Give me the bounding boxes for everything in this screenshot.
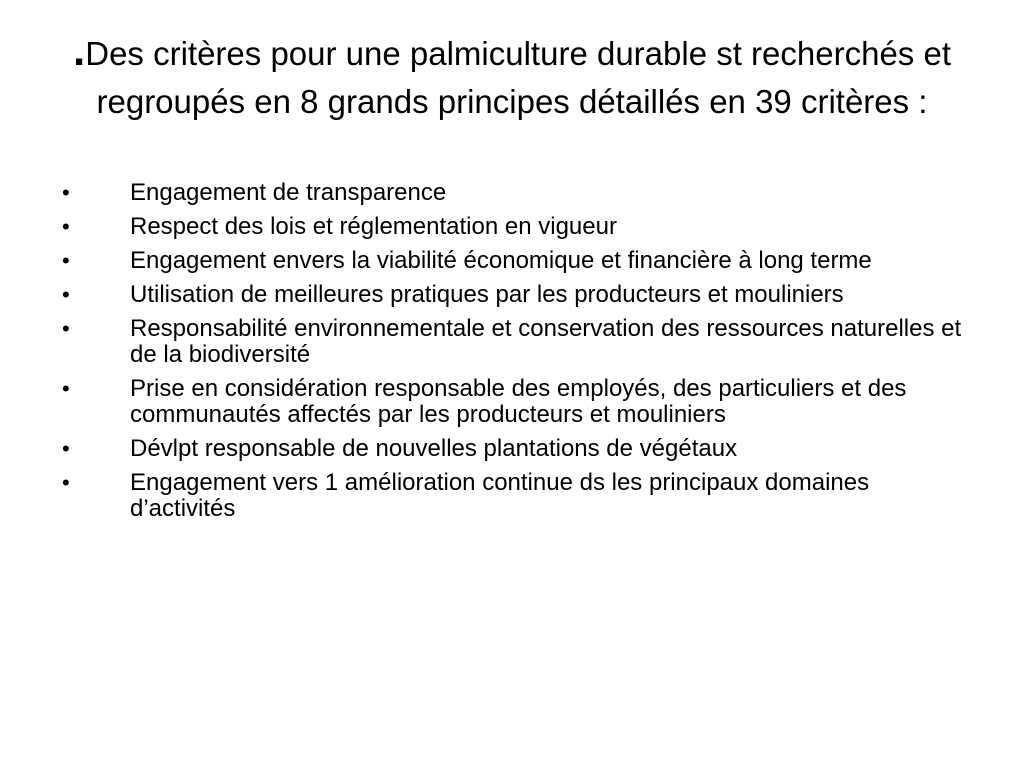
bullet-icon: • xyxy=(62,470,70,495)
bullet-icon: • xyxy=(62,248,70,273)
bullet-icon: • xyxy=(62,282,70,307)
list-item-text: Prise en considération responsable des employés, des particuliers et des communautés affectés par les producteurs et mouliniers xyxy=(130,375,907,428)
title-dot: . xyxy=(73,26,86,75)
bullet-icon: • xyxy=(62,180,70,205)
list-item xyxy=(62,214,962,240)
bullet-icon: • xyxy=(62,436,70,461)
bullet-icon: • xyxy=(62,316,70,341)
title-text: Des critères pour une palmiculture durable st recherchés et regroupés en 8 grands principes détaillés en 39 critères : xyxy=(85,35,951,120)
list-item-text: Responsabilité environnementale et conservation des ressources naturelles et de la biodiversité xyxy=(130,315,962,368)
list-item xyxy=(62,282,962,308)
list-item xyxy=(62,180,962,206)
bullet-icon: • xyxy=(62,376,70,401)
list-item xyxy=(62,248,962,274)
list-item xyxy=(62,376,962,428)
list-item-text: Engagement envers la viabilité économique et financière à long terme xyxy=(130,247,872,274)
list-item-text: Engagement vers 1 amélioration continue ds les principaux domaines d’activités xyxy=(130,469,870,522)
list-item xyxy=(62,470,962,522)
list-item-text: Engagement de transparence xyxy=(130,179,447,206)
list-item-text: Utilisation de meilleures pratiques par les producteurs et mouliniers xyxy=(130,281,844,308)
list-item xyxy=(62,316,962,368)
slide-title xyxy=(60,26,964,126)
bullet-icon: • xyxy=(62,214,70,239)
list-item-text: Dévlpt responsable de nouvelles plantations de végétaux xyxy=(130,435,738,462)
list-item xyxy=(62,436,962,462)
list-item-text: Respect des lois et réglementation en vigueur xyxy=(130,213,617,240)
bullet-list xyxy=(62,180,962,530)
